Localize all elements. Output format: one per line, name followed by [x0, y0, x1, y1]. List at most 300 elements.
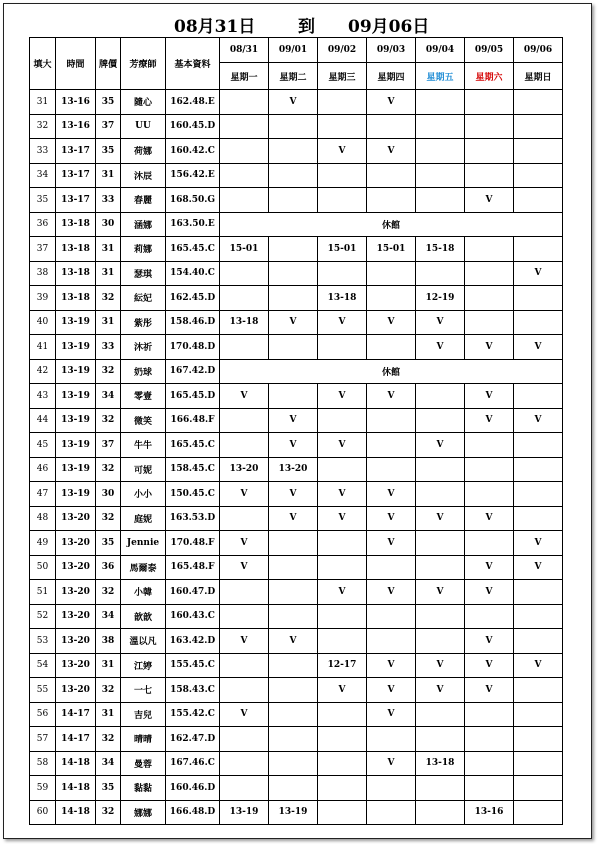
schedule-cell — [269, 188, 318, 213]
schedule-cell: V — [465, 555, 514, 580]
row-number: 60 — [30, 800, 56, 825]
row-name: 沐祈 — [121, 335, 166, 360]
row-info: 170.48.D — [166, 335, 220, 360]
schedule-cell — [318, 727, 367, 752]
schedule-cell: 13-20 — [220, 457, 269, 482]
row-number: 55 — [30, 678, 56, 703]
row-info: 163.42.D — [166, 629, 220, 654]
row-time: 13-20 — [56, 629, 96, 654]
row-plate: 32 — [96, 506, 121, 531]
row-plate: 38 — [96, 629, 121, 654]
row-rest-note: 休館 — [220, 359, 563, 384]
row-number: 58 — [30, 751, 56, 776]
schedule-cell — [220, 506, 269, 531]
table-row — [30, 261, 563, 286]
header-date: 09/02 — [318, 38, 367, 63]
schedule-cell — [269, 678, 318, 703]
schedule-cell — [514, 139, 563, 164]
row-name: 晴晴 — [121, 727, 166, 752]
row-name: 小韓 — [121, 580, 166, 605]
row-name: UU — [121, 114, 166, 139]
table-row — [30, 457, 563, 482]
row-number: 57 — [30, 727, 56, 752]
row-time: 13-18 — [56, 237, 96, 262]
schedule-cell: V — [269, 310, 318, 335]
schedule-cell: 12-19 — [416, 286, 465, 311]
row-time: 14-18 — [56, 751, 96, 776]
schedule-cell — [465, 90, 514, 115]
table-row — [30, 727, 563, 752]
schedule-cell: V — [269, 90, 318, 115]
table-row — [30, 163, 563, 188]
schedule-cell — [465, 457, 514, 482]
row-time: 13-19 — [56, 457, 96, 482]
row-info: 165.45.C — [166, 433, 220, 458]
row-info: 168.50.G — [166, 188, 220, 213]
row-info: 165.48.F — [166, 555, 220, 580]
row-time: 13-20 — [56, 604, 96, 629]
schedule-cell: V — [318, 678, 367, 703]
schedule-cell: V — [514, 653, 563, 678]
header-weekday: 星期一 — [220, 63, 269, 90]
schedule-cell: V — [269, 433, 318, 458]
schedule-cell — [416, 482, 465, 507]
row-name: Jennie — [121, 531, 166, 556]
schedule-cell — [220, 776, 269, 801]
schedule-cell: V — [220, 629, 269, 654]
row-plate: 31 — [96, 702, 121, 727]
row-plate: 35 — [96, 776, 121, 801]
row-info: 166.48.D — [166, 800, 220, 825]
schedule-cell — [465, 433, 514, 458]
row-number: 36 — [30, 212, 56, 237]
schedule-cell — [220, 139, 269, 164]
schedule-cell — [465, 139, 514, 164]
row-info: 155.45.C — [166, 653, 220, 678]
row-plate: 35 — [96, 531, 121, 556]
schedule-cell: V — [318, 580, 367, 605]
schedule-cell — [269, 751, 318, 776]
header-date: 09/05 — [465, 38, 514, 63]
table-row — [30, 139, 563, 164]
schedule-cell — [269, 604, 318, 629]
table-row — [30, 653, 563, 678]
table-row — [30, 433, 563, 458]
schedule-cell — [465, 776, 514, 801]
schedule-cell — [514, 237, 563, 262]
table-row — [30, 384, 563, 409]
table-row — [30, 531, 563, 556]
row-name: 莉娜 — [121, 237, 166, 262]
schedule-cell: V — [465, 629, 514, 654]
schedule-cell — [220, 90, 269, 115]
row-plate: 32 — [96, 800, 121, 825]
schedule-cell — [416, 604, 465, 629]
schedule-cell — [416, 114, 465, 139]
row-time: 13-20 — [56, 506, 96, 531]
row-name: 吉兒 — [121, 702, 166, 727]
row-time: 13-20 — [56, 531, 96, 556]
schedule-cell — [220, 727, 269, 752]
row-time: 13-19 — [56, 482, 96, 507]
schedule-cell — [514, 629, 563, 654]
schedule-cell — [514, 163, 563, 188]
header-weekday: 星期五 — [416, 63, 465, 90]
schedule-cell — [220, 433, 269, 458]
row-number: 46 — [30, 457, 56, 482]
row-time: 13-17 — [56, 163, 96, 188]
row-plate: 32 — [96, 457, 121, 482]
schedule-cell: V — [367, 751, 416, 776]
schedule-cell — [367, 433, 416, 458]
header-weekday: 星期二 — [269, 63, 318, 90]
schedule-cell — [367, 408, 416, 433]
header-name: 芳療師 — [121, 38, 166, 90]
schedule-cell — [318, 751, 367, 776]
row-name: 牛牛 — [121, 433, 166, 458]
row-time: 13-19 — [56, 310, 96, 335]
table-row — [30, 776, 563, 801]
schedule-cell: V — [465, 335, 514, 360]
schedule-cell — [318, 114, 367, 139]
schedule-cell — [514, 90, 563, 115]
row-info: 160.46.D — [166, 776, 220, 801]
schedule-cell: V — [220, 555, 269, 580]
schedule-cell — [318, 800, 367, 825]
schedule-cell: V — [514, 555, 563, 580]
schedule-cell — [269, 114, 318, 139]
header-weekday: 星期四 — [367, 63, 416, 90]
row-info: 162.45.D — [166, 286, 220, 311]
schedule-cell — [269, 335, 318, 360]
schedule-cell — [465, 286, 514, 311]
schedule-cell: V — [416, 433, 465, 458]
row-name: 歆歆 — [121, 604, 166, 629]
row-name: 瑟琪 — [121, 261, 166, 286]
schedule-cell — [465, 310, 514, 335]
row-plate: 32 — [96, 359, 121, 384]
schedule-cell — [465, 237, 514, 262]
schedule-cell: V — [220, 482, 269, 507]
schedule-cell: V — [416, 678, 465, 703]
header-weekday: 星期六 — [465, 63, 514, 90]
row-info: 158.45.C — [166, 457, 220, 482]
schedule-cell: V — [465, 408, 514, 433]
title-to-date: 09月06日 — [348, 17, 430, 37]
header-date: 09/03 — [367, 38, 416, 63]
row-rest-note: 休館 — [220, 212, 563, 237]
schedule-cell: V — [465, 678, 514, 703]
schedule-cell — [514, 506, 563, 531]
row-plate: 32 — [96, 286, 121, 311]
schedule-cell: V — [318, 384, 367, 409]
row-info: 163.53.D — [166, 506, 220, 531]
row-plate: 31 — [96, 653, 121, 678]
schedule-cell — [416, 776, 465, 801]
schedule-cell — [269, 384, 318, 409]
row-info: 160.47.D — [166, 580, 220, 605]
row-name: 春麗 — [121, 188, 166, 213]
schedule-cell — [220, 163, 269, 188]
row-info: 167.46.C — [166, 751, 220, 776]
schedule-cell — [318, 629, 367, 654]
schedule-cell: V — [416, 653, 465, 678]
schedule-cell: 13-16 — [465, 800, 514, 825]
title-from-date: 08月31日 — [174, 17, 256, 37]
row-name: 涵娜 — [121, 212, 166, 237]
row-number: 47 — [30, 482, 56, 507]
row-number: 42 — [30, 359, 56, 384]
schedule-cell: V — [220, 384, 269, 409]
row-number: 35 — [30, 188, 56, 213]
header-time: 時間 — [56, 38, 96, 90]
row-number: 51 — [30, 580, 56, 605]
schedule-cell: V — [465, 384, 514, 409]
schedule-cell — [318, 408, 367, 433]
row-plate: 30 — [96, 482, 121, 507]
header-no: 填大 — [30, 38, 56, 90]
schedule-cell — [465, 751, 514, 776]
schedule-cell: 13-20 — [269, 457, 318, 482]
schedule-cell — [269, 163, 318, 188]
schedule-cell — [416, 163, 465, 188]
schedule-cell — [367, 335, 416, 360]
schedule-cell: V — [269, 482, 318, 507]
row-plate: 32 — [96, 678, 121, 703]
schedule-cell: V — [220, 531, 269, 556]
row-time: 13-18 — [56, 286, 96, 311]
row-number: 44 — [30, 408, 56, 433]
schedule-cell — [514, 702, 563, 727]
table-row — [30, 580, 563, 605]
table-row — [30, 482, 563, 507]
schedule-cell — [318, 555, 367, 580]
row-number: 33 — [30, 139, 56, 164]
schedule-cell — [318, 90, 367, 115]
schedule-cell — [514, 604, 563, 629]
row-name: 江婷 — [121, 653, 166, 678]
schedule-cell — [367, 555, 416, 580]
schedule-cell — [220, 286, 269, 311]
row-number: 32 — [30, 114, 56, 139]
schedule-cell: 12-17 — [318, 653, 367, 678]
table-row — [30, 555, 563, 580]
schedule-cell — [318, 163, 367, 188]
row-time: 13-18 — [56, 212, 96, 237]
row-time: 13-16 — [56, 90, 96, 115]
row-info: 167.42.D — [166, 359, 220, 384]
row-time: 13-18 — [56, 261, 96, 286]
schedule-cell: 15-01 — [318, 237, 367, 262]
schedule-cell — [465, 114, 514, 139]
row-number: 48 — [30, 506, 56, 531]
schedule-cell — [269, 653, 318, 678]
table-row — [30, 114, 563, 139]
header-plate: 牌價 — [96, 38, 121, 90]
table-row — [30, 629, 563, 654]
row-name: 馬爾泰 — [121, 555, 166, 580]
header-date: 09/04 — [416, 38, 465, 63]
header-row-dates — [30, 38, 563, 63]
schedule-cell — [318, 604, 367, 629]
schedule-cell — [514, 188, 563, 213]
schedule-cell: V — [367, 310, 416, 335]
row-number: 41 — [30, 335, 56, 360]
row-time: 14-18 — [56, 800, 96, 825]
schedule-cell — [465, 702, 514, 727]
schedule-cell — [220, 678, 269, 703]
schedule-cell: V — [465, 580, 514, 605]
schedule-cell — [269, 776, 318, 801]
title-to-word: 到 — [298, 17, 315, 37]
row-time: 13-19 — [56, 433, 96, 458]
table-row — [30, 604, 563, 629]
schedule-cell: V — [367, 531, 416, 556]
schedule-cell: V — [367, 653, 416, 678]
row-plate: 32 — [96, 408, 121, 433]
row-info: 160.45.D — [166, 114, 220, 139]
row-name: 隨心 — [121, 90, 166, 115]
row-info: 165.45.C — [166, 237, 220, 262]
row-number: 56 — [30, 702, 56, 727]
schedule-cell — [269, 531, 318, 556]
header-date: 09/01 — [269, 38, 318, 63]
schedule-cell — [416, 457, 465, 482]
row-plate: 35 — [96, 139, 121, 164]
schedule-cell — [367, 188, 416, 213]
schedule-cell: V — [416, 506, 465, 531]
schedule-cell — [318, 531, 367, 556]
row-plate: 33 — [96, 335, 121, 360]
header-info: 基本資料 — [166, 38, 220, 90]
schedule-cell — [367, 604, 416, 629]
schedule-cell — [465, 261, 514, 286]
schedule-cell — [416, 800, 465, 825]
header-weekday: 星期日 — [514, 63, 563, 90]
schedule-cell: V — [416, 580, 465, 605]
schedule-cell — [416, 629, 465, 654]
row-number: 34 — [30, 163, 56, 188]
row-plate: 30 — [96, 212, 121, 237]
row-time: 13-16 — [56, 114, 96, 139]
schedule-cell — [416, 384, 465, 409]
schedule-cell: V — [367, 702, 416, 727]
schedule-cell: V — [416, 310, 465, 335]
row-time: 13-17 — [56, 188, 96, 213]
schedule-cell: 13-18 — [220, 310, 269, 335]
table-row — [30, 310, 563, 335]
row-number: 53 — [30, 629, 56, 654]
row-plate: 32 — [96, 727, 121, 752]
row-number: 31 — [30, 90, 56, 115]
schedule-cell — [416, 188, 465, 213]
table-row — [30, 212, 563, 237]
row-info: 162.48.E — [166, 90, 220, 115]
schedule-cell — [220, 580, 269, 605]
row-number: 50 — [30, 555, 56, 580]
schedule-cell: 15-01 — [367, 237, 416, 262]
schedule-cell — [514, 800, 563, 825]
row-info: 156.42.E — [166, 163, 220, 188]
schedule-cell: 15-01 — [220, 237, 269, 262]
schedule-cell — [367, 800, 416, 825]
schedule-cell — [269, 727, 318, 752]
row-plate: 37 — [96, 114, 121, 139]
row-time: 13-17 — [56, 139, 96, 164]
schedule-cell: V — [367, 580, 416, 605]
header-date: 08/31 — [220, 38, 269, 63]
schedule-cell: V — [367, 506, 416, 531]
schedule-cell — [269, 286, 318, 311]
schedule-cell — [269, 702, 318, 727]
schedule-cell — [514, 114, 563, 139]
schedule-cell — [367, 261, 416, 286]
table-row — [30, 408, 563, 433]
schedule-cell — [367, 727, 416, 752]
schedule-cell: V — [465, 188, 514, 213]
schedule-cell — [465, 531, 514, 556]
row-name: 庭妮 — [121, 506, 166, 531]
schedule-cell: 13-18 — [318, 286, 367, 311]
row-name: 娜娜 — [121, 800, 166, 825]
row-plate: 34 — [96, 604, 121, 629]
row-plate: 31 — [96, 261, 121, 286]
schedule-cell — [514, 310, 563, 335]
row-name: 溫以凡 — [121, 629, 166, 654]
schedule-cell — [416, 408, 465, 433]
schedule-cell — [269, 237, 318, 262]
schedule-cell — [220, 751, 269, 776]
row-number: 38 — [30, 261, 56, 286]
row-time: 13-19 — [56, 335, 96, 360]
schedule-cell: V — [514, 335, 563, 360]
schedule-cell: V — [318, 482, 367, 507]
schedule-body — [30, 90, 563, 825]
row-number: 54 — [30, 653, 56, 678]
header-weekday: 星期三 — [318, 63, 367, 90]
schedule-cell — [220, 188, 269, 213]
row-plate: 34 — [96, 751, 121, 776]
row-info: 165.45.D — [166, 384, 220, 409]
header-date: 09/06 — [514, 38, 563, 63]
row-plate: 31 — [96, 237, 121, 262]
table-row — [30, 751, 563, 776]
schedule-cell — [514, 678, 563, 703]
schedule-cell: 13-19 — [220, 800, 269, 825]
row-name: 荷娜 — [121, 139, 166, 164]
schedule-cell — [220, 335, 269, 360]
row-name: 小小 — [121, 482, 166, 507]
schedule-cell: V — [367, 139, 416, 164]
table-row — [30, 359, 563, 384]
row-time: 13-20 — [56, 678, 96, 703]
schedule-cell — [269, 139, 318, 164]
schedule-cell: V — [318, 310, 367, 335]
table-row — [30, 678, 563, 703]
schedule-cell: V — [318, 506, 367, 531]
row-plate: 34 — [96, 384, 121, 409]
schedule-cell — [367, 286, 416, 311]
table-row — [30, 286, 563, 311]
row-info: 155.42.C — [166, 702, 220, 727]
schedule-cell — [514, 751, 563, 776]
schedule-cell: V — [514, 261, 563, 286]
row-time: 13-20 — [56, 555, 96, 580]
row-time: 14-17 — [56, 727, 96, 752]
schedule-title — [0, 12, 598, 36]
row-name: 零壹 — [121, 384, 166, 409]
schedule-cell: V — [465, 506, 514, 531]
